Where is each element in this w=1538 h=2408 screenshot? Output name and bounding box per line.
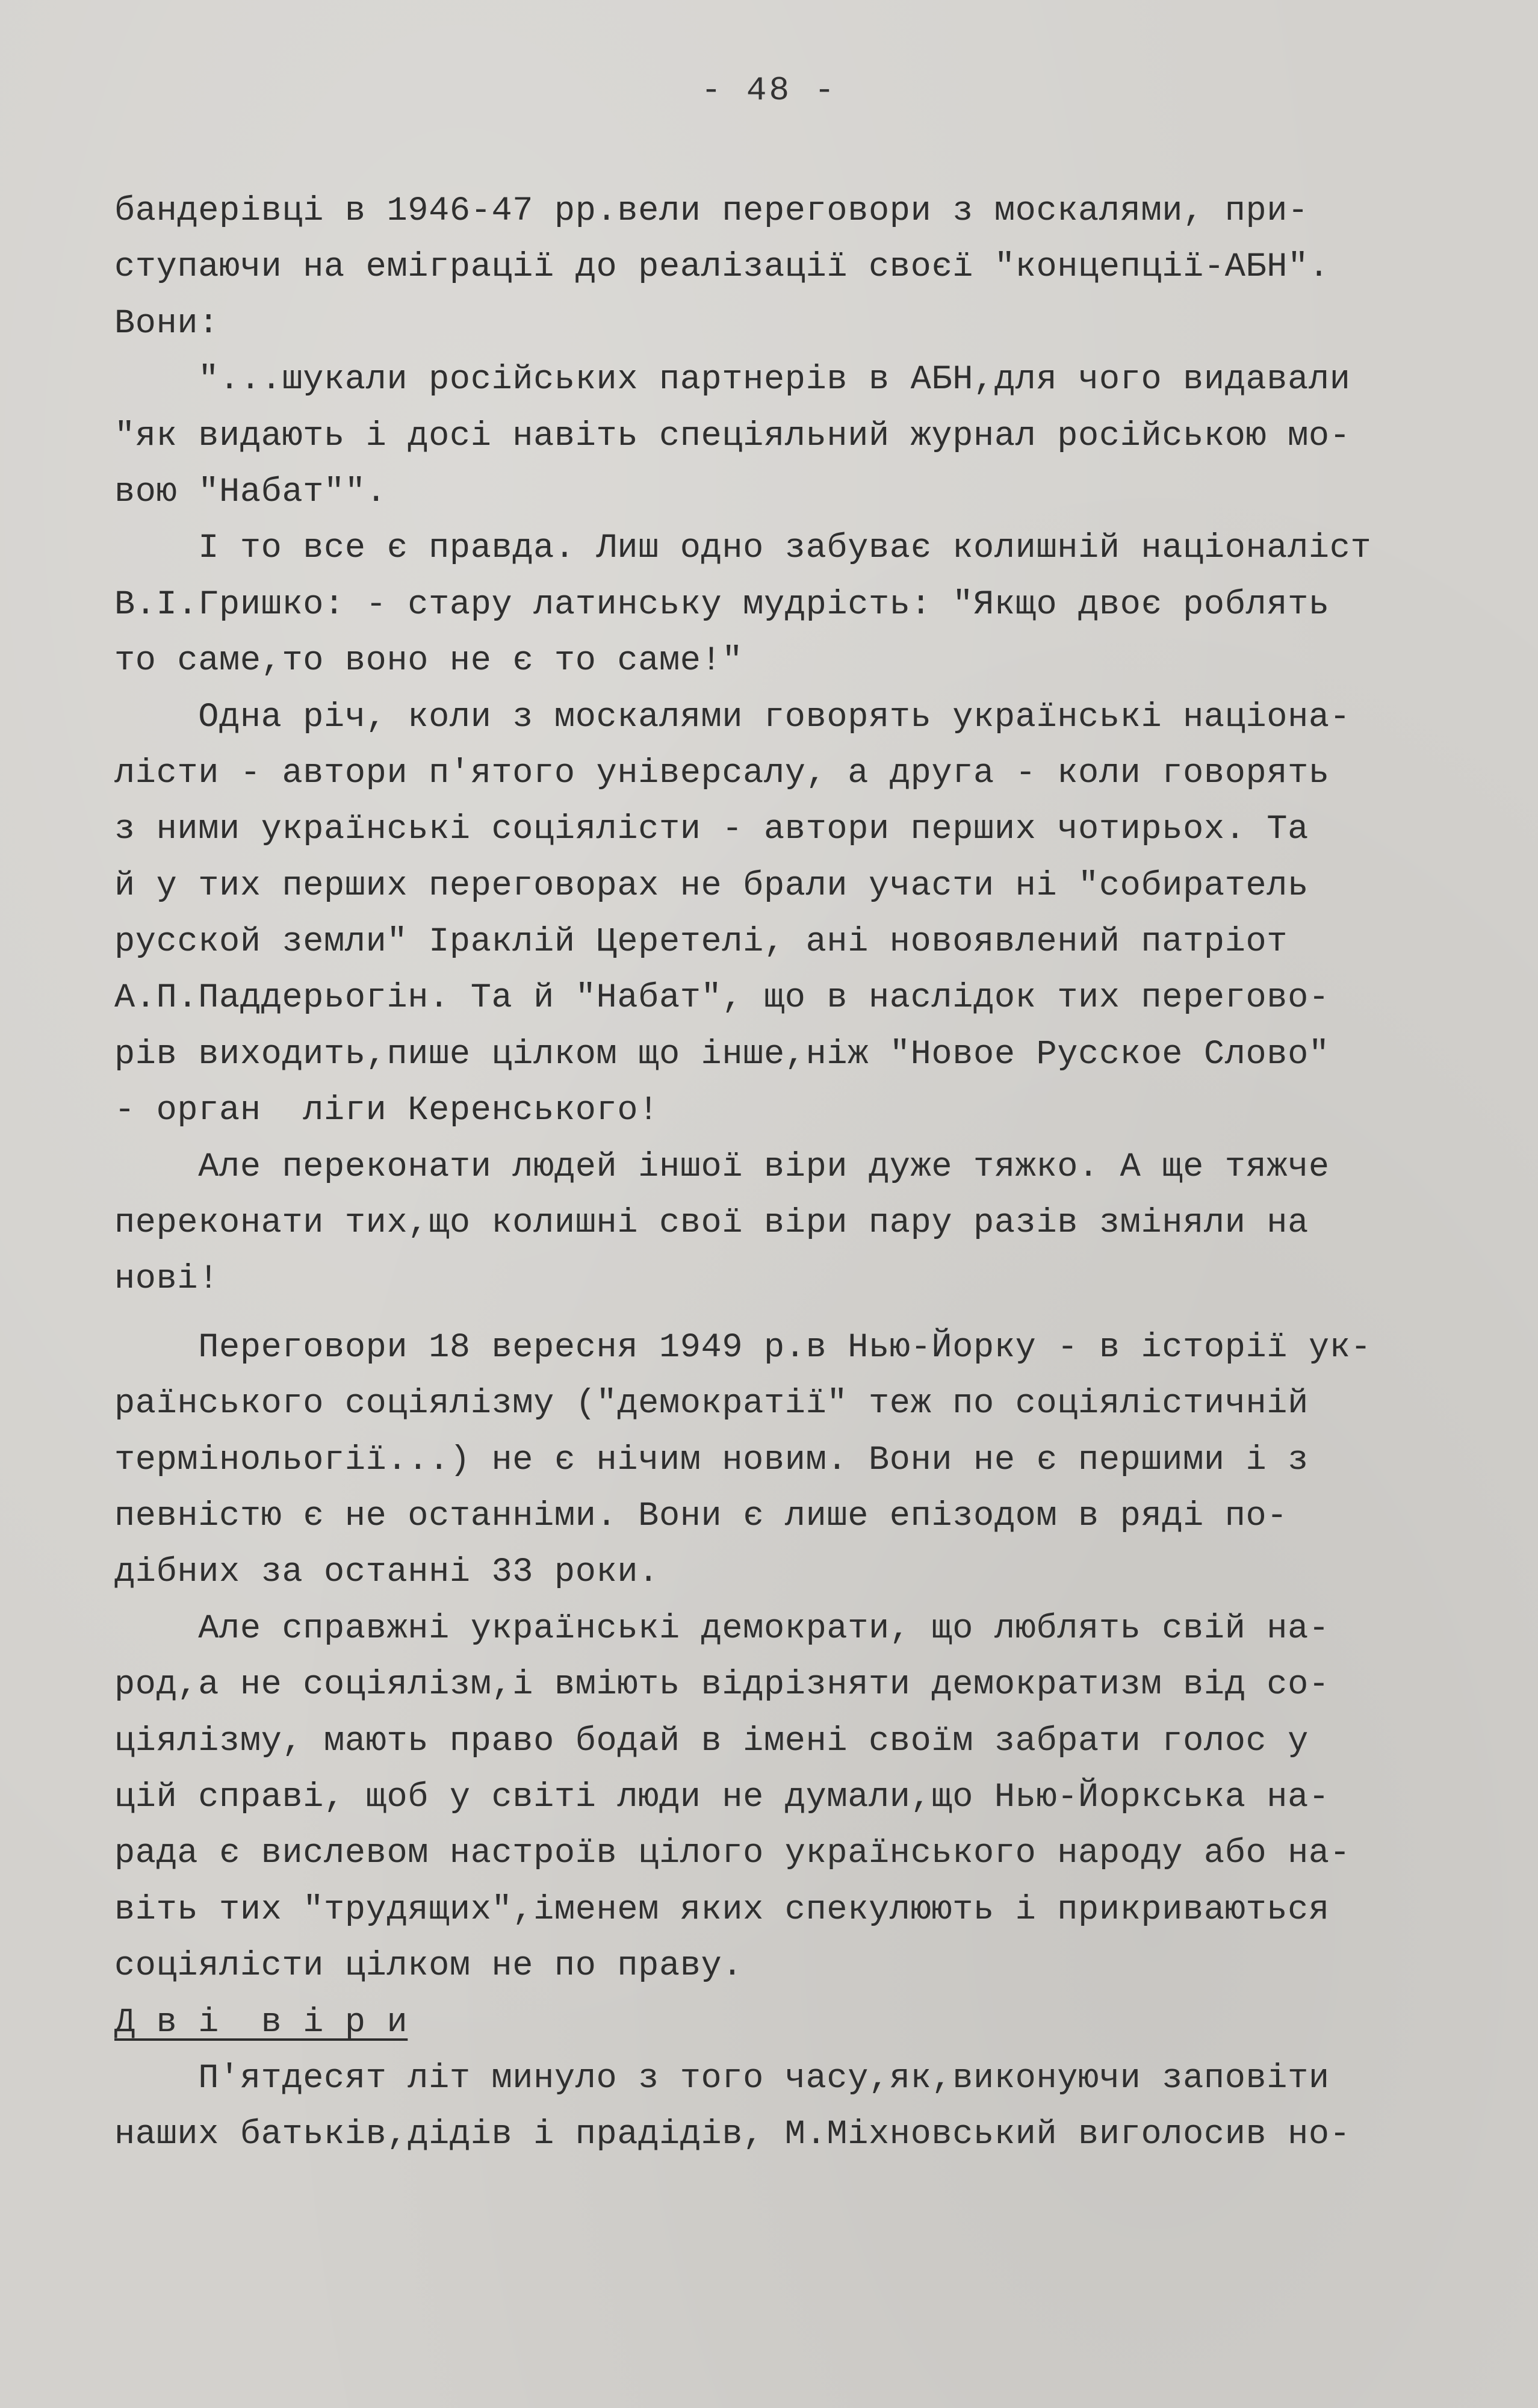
text-line: род,а не соціялізм,і вміють відрізняти демократизм від со- xyxy=(114,1666,1330,1705)
text-line: рада є вислевом настроїв цілого українського народу або на- xyxy=(114,1834,1351,1873)
text-line: віть тих "трудящих",іменем яких спекулюють і прикриваються xyxy=(114,1890,1330,1929)
text-line: А.П.Паддерьогін. Та й "Набат", що в наслідок тих перегово- xyxy=(114,979,1330,1018)
text-line: нові! xyxy=(114,1260,220,1299)
document-body xyxy=(114,184,1475,2164)
text-line: вою "Набат"". xyxy=(114,473,387,512)
text-line: В.І.Гришко: - стару латинську мудрість: "Якщо двоє роблять xyxy=(114,585,1330,624)
text-line: дібних за останні 33 роки. xyxy=(114,1553,659,1592)
text-line: - орган ліги Керенського! xyxy=(114,1091,659,1131)
text-line: ціялізму, мають право бодай в імені своїм забрати голос у xyxy=(114,1722,1309,1761)
text-line: цій справі, щоб у світі люди не думали,що Нью-Йоркська на- xyxy=(114,1778,1330,1817)
text-line: ступаючи на еміграції до реалізації своєї "концепції-АБН". xyxy=(114,248,1330,287)
text-line: П'ятдесят літ минуло з того часу,як,виконуючи заповіти xyxy=(114,2059,1330,2098)
text-line: "як видають і досі навіть спеціяльний журнал російською мо- xyxy=(114,417,1351,456)
text-line: й у тих перших переговорах не брали участи ні "собиратель xyxy=(114,866,1309,905)
text-line: бандерівці в 1946-47 рр.вели переговори з москалями, при- xyxy=(114,192,1309,231)
text-line: І то все є правда. Лиш одно забуває колишній націоналіст xyxy=(114,529,1372,568)
section-heading: Д в і в і р и xyxy=(114,2003,408,2042)
text-line: соціялісти цілком не по праву. xyxy=(114,1947,743,1986)
text-line: раїнського соціялізму ("демократії" теж по соціялістичній xyxy=(114,1385,1309,1424)
text-line: "...шукали російських партнерів в АБН,для чого видавали xyxy=(114,361,1351,400)
text-line: рів виходить,пише цілком що інше,ніж "Новое Русское Слово" xyxy=(114,1035,1330,1074)
page-number: - 48 - xyxy=(701,71,837,110)
text-line: Але справжні українські демократи, що люблять свій на- xyxy=(114,1609,1330,1648)
text-line: Але переконати людей іншої віри дуже тяжко. А ще тяжче xyxy=(114,1147,1330,1187)
text-line: то саме,то воно не є то саме!" xyxy=(114,642,743,681)
text-line: Одна річ, коли з москалями говорять українські націона- xyxy=(114,698,1351,737)
text-line: з ними українські соціялісти - автори перших чотирьох. Та xyxy=(114,810,1309,849)
text-line: певністю є не останніми. Вони є лише епізодом в ряді по- xyxy=(114,1497,1288,1536)
text-line: переконати тих,що колишні свої віри пару разів зміняли на xyxy=(114,1204,1309,1243)
text-line: термінольогії...) не є нічим новим. Вони не є першими і з xyxy=(114,1441,1309,1480)
text-line: лісти - автори п'ятого універсалу, а друга - коли говорять xyxy=(114,754,1330,793)
text-line: русской земли" Іраклій Церетелі, ані новоявлений патріот xyxy=(114,923,1288,962)
text-line: Переговори 18 вересня 1949 р.в Нью-Йорку - в історії ук- xyxy=(114,1328,1372,1367)
text-line: наших батьків,дідів і прадідів, М.Міхновський виголосив но- xyxy=(114,2115,1351,2155)
text-line: Вони: xyxy=(114,304,220,343)
